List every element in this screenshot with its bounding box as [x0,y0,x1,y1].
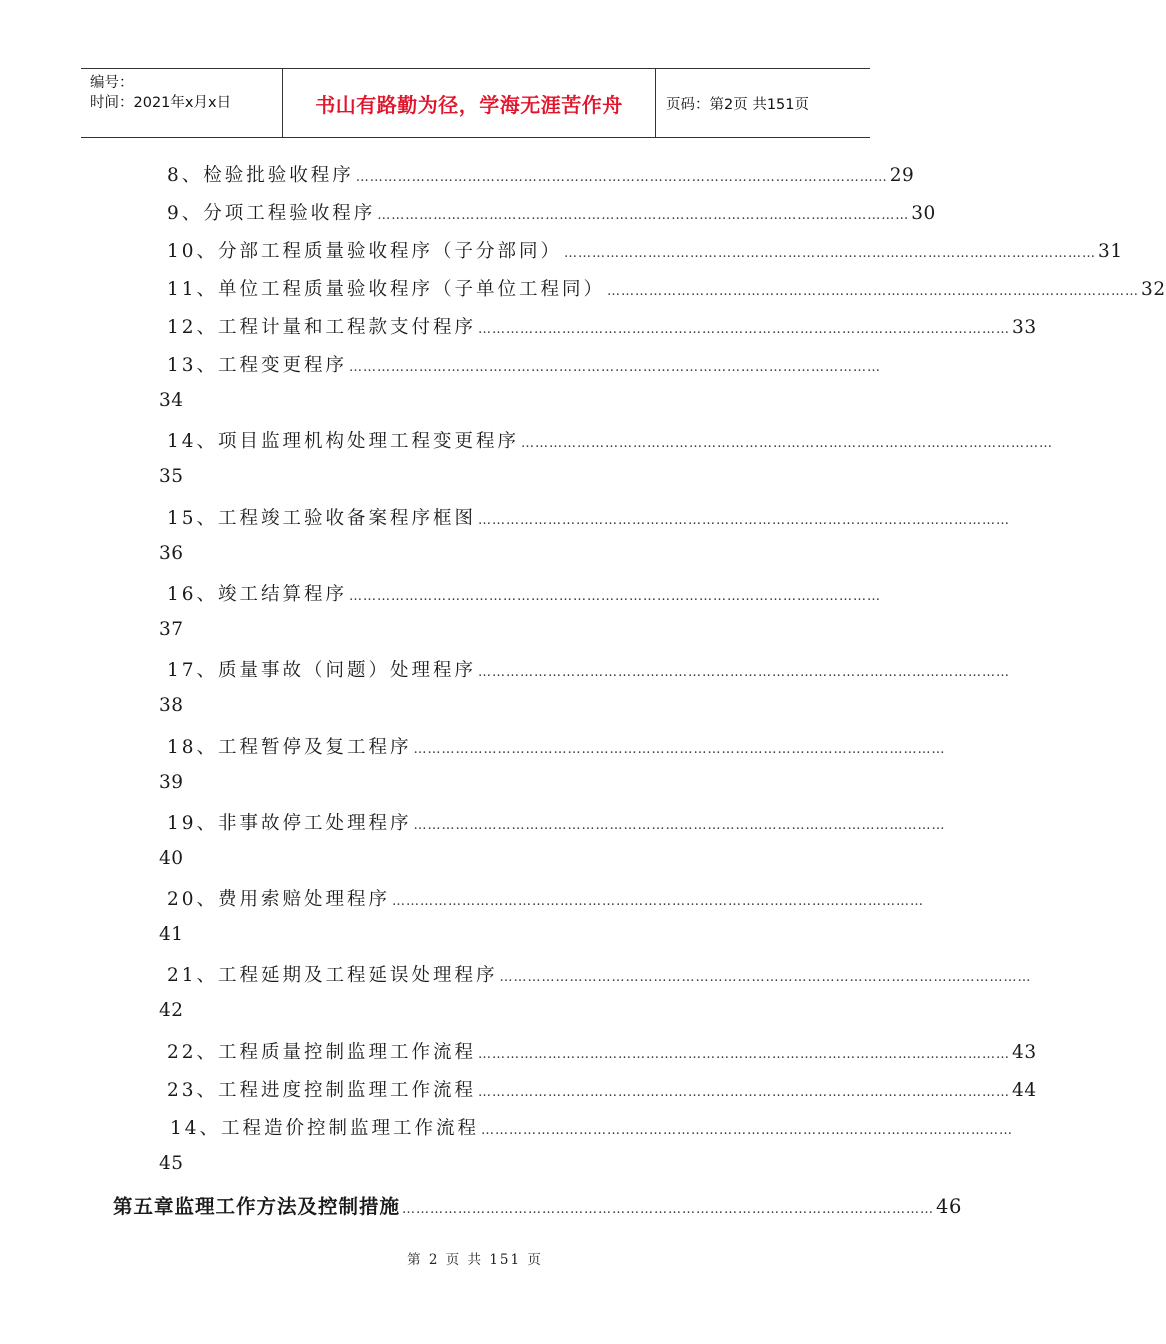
toc-entry-title: 20、费用索赔处理程序 [167,889,391,910]
document-time-label: 时间：2021年x月x日 [90,95,232,111]
toc-entry-page: 43 [1012,1042,1037,1063]
toc-entry-title: 18、工程暂停及复工程序 [167,737,412,758]
toc-entry-page: 36 [159,543,184,564]
toc-entry[interactable] [167,351,882,377]
toc-leader: …………………………………………………………………………………………………… [478,1047,1011,1062]
toc-entry-page: 39 [159,772,184,793]
toc-entry-page: 37 [159,619,184,640]
toc-entry-title: 23、工程进度控制监理工作流程 [167,1080,477,1101]
toc-entry[interactable] [167,313,1037,339]
toc-entry-page: 44 [1012,1080,1037,1101]
header-motto: 书山有路勤为径，学海无涯苦作舟 [315,92,623,117]
toc-entry-page: 45 [159,1153,184,1174]
toc-entry-title: 21、工程延期及工程延误处理程序 [167,965,498,986]
toc-entry-page: 38 [159,695,184,716]
toc-entry[interactable] [170,1114,1014,1140]
document-number-label: 编号： [90,75,134,91]
toc-entry[interactable] [167,961,1032,987]
toc-entry[interactable] [167,885,925,911]
toc-leader: …………………………………………………………………………………………………… [521,436,1054,451]
toc-leader: …………………………………………………………………………………………………… [607,284,1140,299]
toc-entry-title: 10、分部工程质量验收程序（子分部同） [167,241,563,262]
chapter-title: 监理工作方法及控制措施 [174,1195,401,1218]
toc-entry[interactable] [167,1076,1037,1102]
page-footer: 第 2 页 共 151 页 [407,1252,543,1268]
toc-entry-title: 8、检验批验收程序 [167,165,354,186]
toc-leader: …………………………………………………………………………………………………… [402,1202,935,1217]
toc-leader: …………………………………………………………………………………………………… [349,360,882,375]
header-page-label: 页码：第2页 共151页 [666,96,810,113]
toc-entry-title: 14、工程造价控制监理工作流程 [170,1118,480,1139]
toc-entry-title: 9、分项工程验收程序 [167,203,376,224]
toc-entry[interactable] [167,504,1011,530]
toc-leader: …………………………………………………………………………………………………… [564,246,1097,261]
toc-entry-page: 31 [1098,241,1123,262]
toc-entry[interactable] [167,580,882,606]
toc-leader: …………………………………………………………………………………………………… [392,894,925,909]
toc-leader: …………………………………………………………………………………………………… [478,322,1011,337]
toc-leader: …………………………………………………………………………………………………… [413,742,946,757]
toc-entry-page: 30 [911,203,936,224]
toc-entry[interactable] [167,161,915,187]
toc-entry-page: 40 [159,848,184,869]
toc-entry[interactable] [167,1038,1037,1064]
toc-leader: …………………………………………………………………………………………………… [481,1123,1014,1138]
toc-leader: …………………………………………………………………………………………………… [478,665,1011,680]
toc-chapter-entry[interactable] [113,1191,962,1219]
toc-leader: …………………………………………………………………………………………………… [499,970,1032,985]
toc-entry[interactable] [167,275,1166,301]
toc-entry-page: 41 [159,924,184,945]
toc-leader: …………………………………………………………………………………………………… [413,818,946,833]
toc-entry-title: 13、工程变更程序 [167,355,348,376]
toc-entry-page: 29 [889,165,915,186]
toc-leader: …………………………………………………………………………………………………… [349,589,882,604]
toc-entry-title: 19、非事故停工处理程序 [167,813,412,834]
toc-entry[interactable] [167,427,1054,453]
toc-entry-title: 22、工程质量控制监理工作流程 [167,1042,477,1063]
toc-leader: …………………………………………………………………………………………………… [355,170,888,185]
toc-leader: …………………………………………………………………………………………………… [377,208,910,223]
toc-entry-title: 17、质量事故（问题）处理程序 [167,660,477,681]
toc-entry[interactable] [167,237,1123,263]
toc-entry-title: 14、项目监理机构处理工程变更程序 [167,431,520,452]
toc-entry-page: 33 [1012,317,1037,338]
toc-leader: …………………………………………………………………………………………………… [478,513,1011,528]
chapter-label: 第五章 [113,1195,175,1218]
toc-entry-page: 32 [1141,279,1166,300]
toc-entry-title: 12、工程计量和工程款支付程序 [167,317,477,338]
toc-entry-page: 35 [159,466,184,487]
toc-entry-title: 11、单位工程质量验收程序（子单位工程同） [167,279,606,300]
toc-entry-page: 42 [159,1000,184,1021]
toc-entry[interactable] [167,733,946,759]
toc-entry-title: 15、工程竣工验收备案程序框图 [167,508,477,529]
toc-entry-title: 16、竣工结算程序 [167,584,348,605]
toc-entry[interactable] [167,809,946,835]
toc-entry-page: 34 [159,390,184,411]
toc-entry[interactable] [167,199,936,225]
toc-leader: …………………………………………………………………………………………………… [478,1085,1011,1100]
toc-entry[interactable] [167,656,1011,682]
chapter-page: 46 [936,1195,962,1218]
